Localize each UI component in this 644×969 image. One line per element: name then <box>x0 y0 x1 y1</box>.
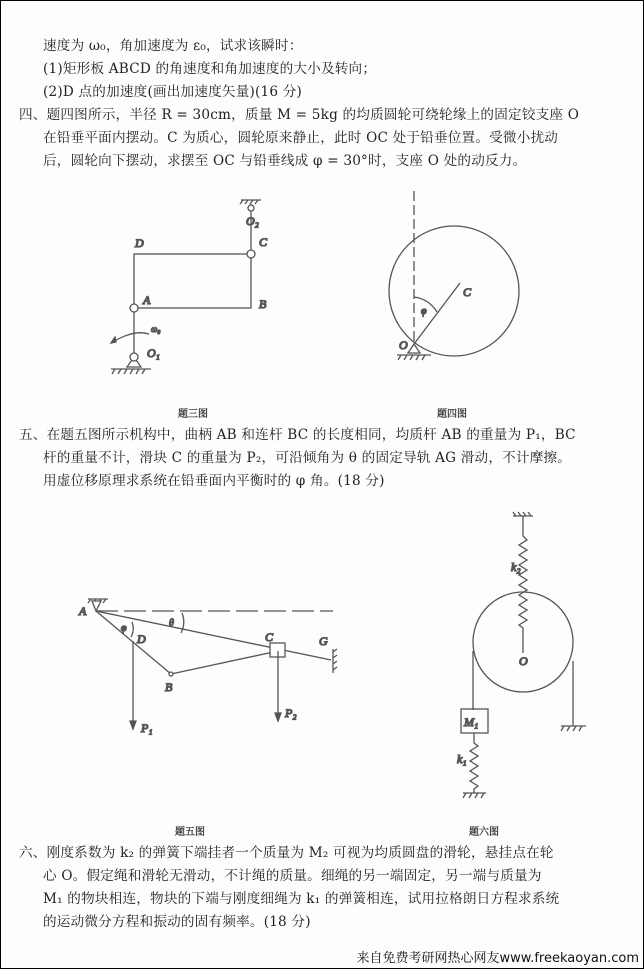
label-o1: O₁ <box>147 346 160 360</box>
q3-line-2: (1)矩形板 ABCD 的角速度和角加速度的大小及转向； <box>43 61 377 77</box>
fig4-caption: 题四图 <box>437 409 467 420</box>
label-a: A <box>143 293 151 307</box>
label-d: D <box>135 236 144 250</box>
fig5-diagram <box>78 599 337 735</box>
label-g: G <box>319 634 328 648</box>
label-m1: M₁ <box>464 715 479 729</box>
label-p2: P₂ <box>285 706 297 720</box>
q4-line-1: 四、题四图所示，半径 R = 30cm，质量 M = 5kg 的均质圆轮可绕轮缘上的固定铰支座 O <box>19 107 580 123</box>
fig4-diagram <box>389 191 519 360</box>
fig5-caption: 题五图 <box>175 827 205 838</box>
q6-line-1: 六、刚度系数为 k₂ 的弹簧下端挂者一个质量为 M₂ 可视为均质圆盘的滑轮，悬挂点在轮 <box>19 845 554 861</box>
label-omega: ω₀ <box>151 324 161 334</box>
label-b: B <box>165 680 173 694</box>
figures <box>1 1 643 968</box>
q6-line-3: M₁ 的物块相连，物块的下端与刚度细绳为 k₁ 的弹簧相连，试用拉格朗日方程求系统 <box>43 891 560 907</box>
label-phi: φ <box>121 623 127 634</box>
label-a: A <box>79 604 87 618</box>
label-theta: θ <box>169 618 174 629</box>
label-o: O <box>519 654 528 668</box>
q4-line-2: 在铅垂平面内摆动。C 为质心，圆轮原来静止，此时 OC 处于铅垂位置。受微小扰动 <box>43 130 559 146</box>
label-c: C <box>463 285 472 299</box>
label-phi: φ <box>421 306 427 317</box>
watermark: 来自免费考研网热心网友www.freekaoyan.com <box>356 951 639 966</box>
fig6-diagram <box>457 512 586 798</box>
label-b: B <box>259 297 267 311</box>
fig3-caption: 题三图 <box>178 409 208 420</box>
label-o: O <box>399 338 408 352</box>
q4-line-3: 后，圆轮向下摆动，求摆至 OC 与铅垂线成 φ = 30°时，支座 O 处的动反力。 <box>43 153 527 169</box>
q5-line-3: 用虚位移原理求系统在铅垂面内平衡时的 φ 角。(18 分) <box>43 473 385 489</box>
q6-line-4: 的运动微分方程和振动的固有频率。(18 分) <box>43 914 311 930</box>
label-c: C <box>265 630 274 644</box>
label-k2: k₂ <box>511 560 521 574</box>
label-k1: k₁ <box>457 752 467 766</box>
label-d: D <box>137 632 146 646</box>
label-c: C <box>259 235 268 249</box>
q3-line-3: (2)D 点的加速度(画出加速度矢量)(16 分) <box>43 84 303 100</box>
label-p1: P₁ <box>141 721 153 735</box>
q5-line-1: 五、在题五图所示机构中，曲柄 AB 和连杆 BC 的长度相同，均质杆 AB 的重量为 P₁，BC <box>19 427 576 443</box>
label-o2: O₂ <box>246 214 259 228</box>
q5-line-2: 杆的重量不计，滑块 C 的重量为 P₂，可沿倾角为 θ 的固定导轨 AG 滑动，不计摩擦。 <box>43 450 572 466</box>
q6-line-2: 心 O。假定绳和滑轮无滑动，不计绳的质量。细绳的另一端固定，另一端与质量为 <box>43 868 542 884</box>
fig3-diagram <box>111 200 268 374</box>
q3-line-1: 速度为 ω₀，角加速度为 ε₀，试求该瞬时： <box>43 38 303 54</box>
fig6-caption: 题六图 <box>469 827 499 838</box>
